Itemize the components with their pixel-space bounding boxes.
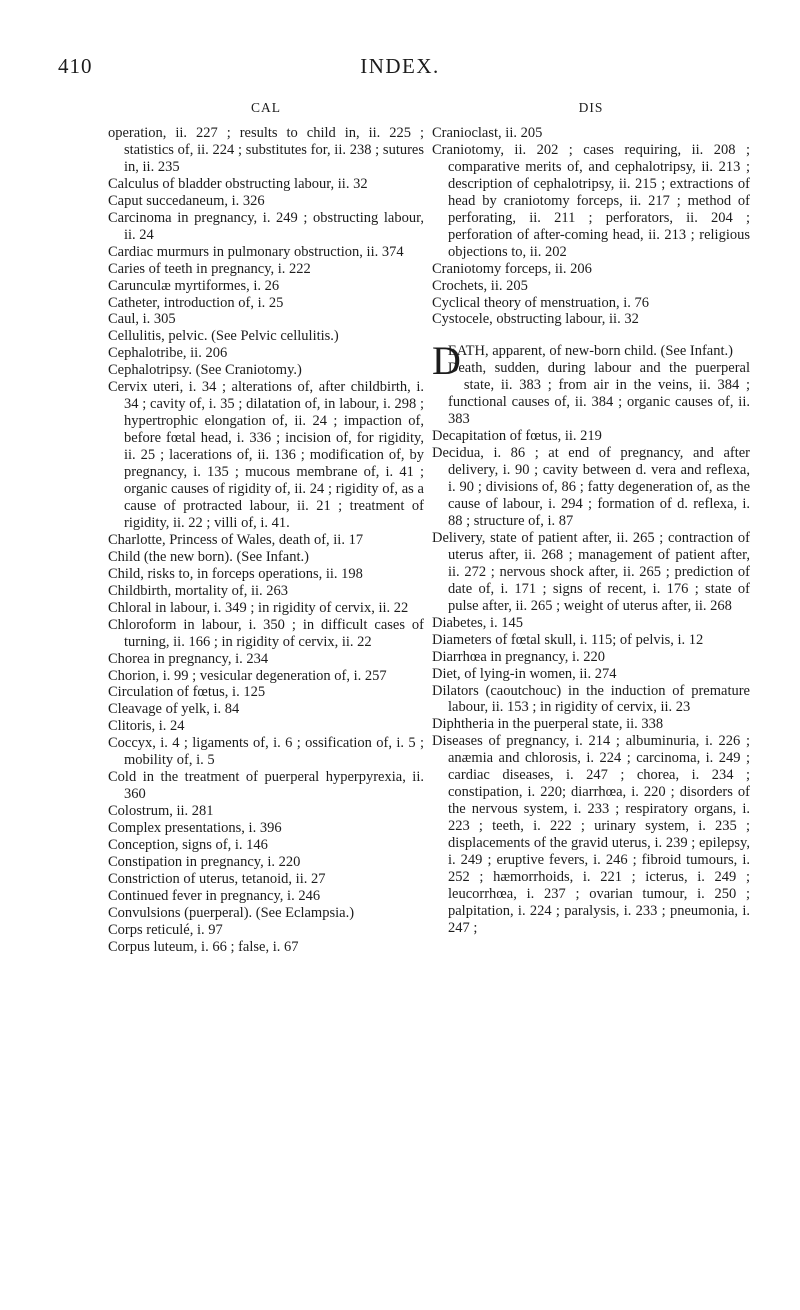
index-entry: Diseases of pregnancy, i. 214 ; albuminuria, i. 226 ; anæmia and chlorosis, i. 224 ; carcinoma, i. 249 ; cardiac diseases, i. 247 ; chorea, i. 234 ; constipation, i. 220; diarrhœa, i. 220 ; disorders of the nervous system, i. 233 ; respiratory organs, i. 223 ; teeth, i. 222 ; urinary system, i. 235 ; displacements of the gravid uterus, i. 239 ; epilepsy, i. 249 ; eruptive fevers, i. 246 ; fibroid tumours, i. 252 ; hæmorrhoids, i. 221 ; icterus, i. 249 ; leucorrhœa, i. 237 ; ovarian tumour, i. 250 ; palpitation, i. 224 ; paralysis, i. 233 ; pneumonia, i. 247 ; xyxy=(432,733,750,936)
left-column xyxy=(108,101,424,956)
index-entry: Caul, i. 305 xyxy=(108,311,176,328)
index-entry: Craniotomy, ii. 202 ; cases requiring, ii. 208 ; comparative merits of, and cephalotripsy, ii. 213 ; description of cephalotripsy, ii. 215 ; extractions of head by craniotomy forceps, ii. 217 ; method of perforating, ii. 211 ; perforators, ii. 204 ; perforation of after-coming head, ii. 213 ; religious objections to, ii. 202 xyxy=(432,141,750,260)
index-entry: Diabetes, i. 145 xyxy=(432,614,524,631)
index-entry: Cephalotripsy. (See Craniotomy.) xyxy=(108,362,302,379)
index-entry: Calculus of bladder obstructing labour, ii. 32 xyxy=(108,175,368,192)
drop-cap-letter: D xyxy=(432,338,461,384)
section-d-first-entry xyxy=(432,338,750,384)
index-entry: Cyclical theory of menstruation, i. 76 xyxy=(432,294,650,311)
index-entry: Convulsions (puerperal). (See Eclampsia.) xyxy=(108,904,355,921)
index-entry: Chloral in labour, i. 349 ; in rigidity of cervix, ii. 22 xyxy=(108,599,409,616)
index-entry: Dilators (caoutchouc) in the induction of premature labour, ii. 153 ; in rigidity of cervix, ii. 23 xyxy=(432,682,750,716)
index-entry: Carcinoma in pregnancy, i. 249 ; obstructing labour, ii. 24 xyxy=(108,209,424,243)
index-entry: Decidua, i. 86 ; at end of pregnancy, and after delivery, i. 90 ; cavity between d. vera and reflexa, i. 90 ; divisions of, 86 ; fatty degeneration of, as the cause of labour, i. 294 ; formation of d. reflexa, i. 88 ; structure of, i. 87 xyxy=(432,445,750,529)
index-entry: Childbirth, mortality of, ii. 263 xyxy=(108,582,289,599)
index-entry: Cleavage of yelk, i. 84 xyxy=(108,701,240,718)
index-entry: Cellulitis, pelvic. (See Pelvic cellulitis.) xyxy=(108,328,339,345)
index-entry: Cold in the treatment of puerperal hyperpyrexia, ii. 360 xyxy=(108,769,424,803)
index-entry: Circulation of fœtus, i. 125 xyxy=(108,684,266,701)
index-entry: Child, risks to, in forceps operations, ii. 198 xyxy=(108,565,363,582)
right-column xyxy=(432,101,750,937)
index-entry: Constipation in pregnancy, i. 220 xyxy=(108,853,301,870)
section-d-first-text: EATH, apparent, of new-born child. (See Infant.) xyxy=(447,343,733,360)
index-entry: Cystocele, obstructing labour, ii. 32 xyxy=(432,311,639,328)
index-entry: Cardiac murmurs in pulmonary obstruction, ii. 374 xyxy=(108,243,404,260)
index-entry: Corps reticulé, i. 97 xyxy=(108,921,223,938)
index-entry: Constriction of uterus, tetanoid, ii. 27 xyxy=(108,870,326,887)
index-entry: Decapitation of fœtus, ii. 219 xyxy=(432,428,602,445)
index-entry: Caries of teeth in pregnancy, i. 222 xyxy=(108,260,311,277)
index-entry: Carunculæ myrtiformes, i. 26 xyxy=(108,277,280,294)
running-header xyxy=(0,54,800,84)
index-entry: Cranioclast, ii. 205 xyxy=(432,125,543,141)
index-entry: Diphtheria in the puerperal state, ii. 338 xyxy=(432,716,664,733)
index-entry: Complex presentations, i. 396 xyxy=(108,820,282,837)
right-column-head: DIS xyxy=(578,100,604,115)
left-entry-list xyxy=(108,125,424,956)
left-column-head: CAL xyxy=(251,100,281,115)
index-entry: Charlotte, Princess of Wales, death of, ii. 17 xyxy=(108,531,364,548)
index-entry: Chorea in pregnancy, i. 234 xyxy=(108,650,269,667)
index-entry: Clitoris, i. 24 xyxy=(108,718,185,735)
index-entry: Cervix uteri, i. 34 ; alterations of, after childbirth, i. 34 ; cavity of, i. 35 ; dilatation of, in labour, i. 298 ; hypertrophic elongation of, ii. 24 ; impaction of, before fœtal head, i. 336 ; incision of, for rigidity, ii. 25 ; lacerations of, ii. 136 ; modification of, by pregnancy, i. 135 ; mucous membrane of, i. 41 ; organic causes of rigidity of, ii. 24 ; rigidity of, as a cause of protracted labour, ii. 21 ; treatment of rigidity, ii. 22 ; villi of, i. 41. xyxy=(108,379,424,531)
right-entry-list-d xyxy=(432,360,750,936)
page-number: 410 xyxy=(58,54,93,78)
index-entry: Catheter, introduction of, i. 25 xyxy=(108,294,284,311)
index-entry: Diameters of fœtal skull, i. 115; of pelvis, i. 12 xyxy=(432,631,704,648)
page-title: INDEX. xyxy=(360,54,440,78)
index-entry: Cephalotribe, ii. 206 xyxy=(108,345,228,362)
index-entry: Diarrhœa in pregnancy, i. 220 xyxy=(432,648,606,665)
index-entry: Corpus luteum, i. 66 ; false, i. 67 xyxy=(108,938,299,955)
right-entry-list-c xyxy=(432,125,750,328)
index-entry: Crochets, ii. 205 xyxy=(432,277,528,294)
index-entry: Continued fever in pregnancy, i. 246 xyxy=(108,887,321,904)
index-entry: Delivery, state of patient after, ii. 265 ; contraction of uterus after, ii. 268 ; management of patient after, ii. 272 ; nervous shock after, ii. 265 ; prediction of date of, i. 171 ; signs of recent, i. 176 ; state of pulse after, ii. 265 ; weight of uterus after, ii. 268 xyxy=(432,529,750,614)
index-entry: Caput succedaneum, i. 326 xyxy=(108,192,265,209)
index-entry: Conception, signs of, i. 146 xyxy=(108,837,268,854)
index-entry: Death, sudden, during labour and the puerperal state, ii. 383 ; from air in the veins, ii. 384 ; functional causes of, ii. 384 ; organic causes of, ii. 383 xyxy=(447,360,750,428)
index-entry: Chloroform in labour, i. 350 ; in difficult cases of turning, ii. 166 ; in rigidity of cervix, ii. 22 xyxy=(108,616,424,650)
index-entry: operation, ii. 227 ; results to child in, ii. 225 ; statistics of, ii. 224 ; substitutes for, ii. 238 ; sutures in, ii. 235 xyxy=(108,125,424,175)
index-entry: Coccyx, i. 4 ; ligaments of, i. 6 ; ossification of, i. 5 ; mobility of, i. 5 xyxy=(108,735,424,769)
index-entry: Diet, of lying-in women, ii. 274 xyxy=(432,665,617,682)
index-entry: Chorion, i. 99 ; vesicular degeneration of, i. 257 xyxy=(108,667,387,684)
index-entry: Child (the new born). (See Infant.) xyxy=(108,548,309,565)
index-entry: Colostrum, ii. 281 xyxy=(108,803,214,820)
index-entry: Craniotomy forceps, ii. 206 xyxy=(432,260,592,277)
